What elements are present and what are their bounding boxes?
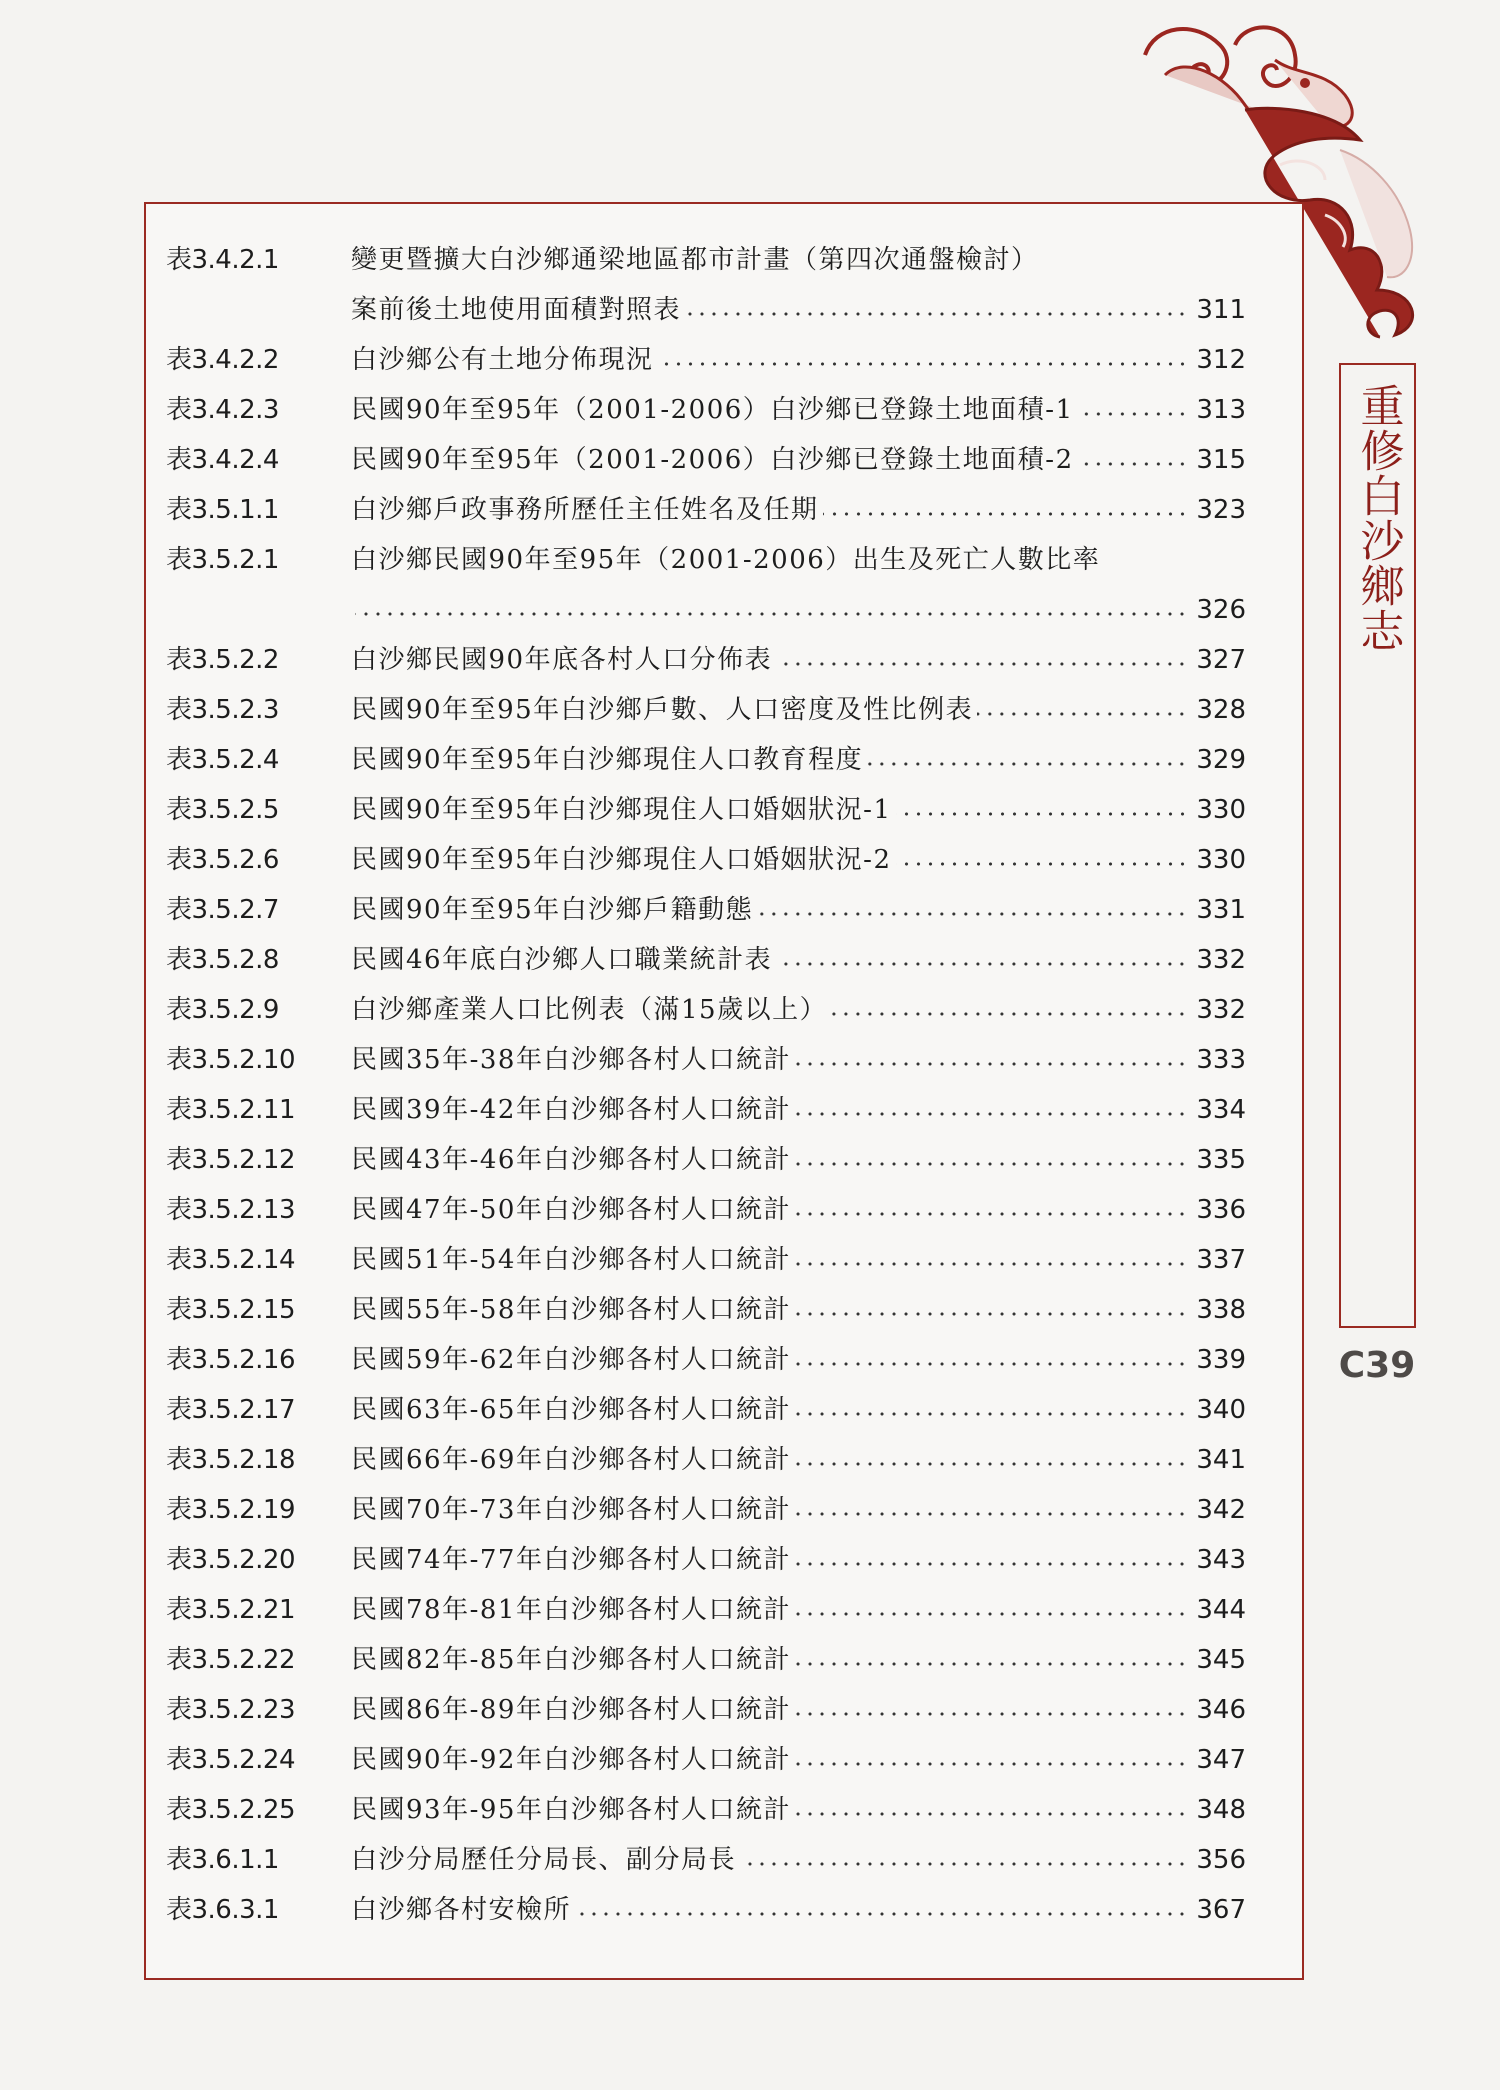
toc-entry[interactable] xyxy=(166,942,1246,979)
toc-entry-line xyxy=(351,992,1246,1029)
toc-entry-id: 表3.5.2.13 xyxy=(166,1195,296,1225)
toc-entry-title: 白沙鄉民國90年底各村人口分佈表 xyxy=(351,645,773,675)
toc-entry-id: 表3.4.2.2 xyxy=(166,345,279,375)
toc-entry-id: 表3.5.2.7 xyxy=(166,895,279,925)
toc-entry-id: 表3.4.2.1 xyxy=(166,245,279,275)
dot-leader xyxy=(795,1460,1188,1468)
toc-entry-page: 328 xyxy=(1196,695,1246,725)
toc-entry[interactable] xyxy=(166,1292,1246,1329)
toc-entry-id: 表3.5.2.23 xyxy=(166,1695,296,1725)
dot-leader xyxy=(795,1710,1188,1718)
toc-entry-body xyxy=(351,1342,1246,1379)
toc-entry[interactable] xyxy=(166,1542,1246,1579)
toc-entry-body xyxy=(351,442,1246,479)
toc-entry-line xyxy=(351,392,1246,429)
toc-entry[interactable] xyxy=(166,1092,1246,1129)
toc-entry-title: 民國86年-89年白沙鄉各村人口統計 xyxy=(351,1695,791,1725)
book-title: 重修白沙鄉志 xyxy=(1352,383,1404,653)
toc-entry[interactable] xyxy=(166,1042,1246,1079)
toc-entry-line xyxy=(351,1242,1246,1279)
toc-entry-body xyxy=(351,1292,1246,1329)
dot-leader xyxy=(795,1560,1188,1568)
toc-entry-id: 表3.5.2.4 xyxy=(166,745,279,775)
toc-entry-page: 332 xyxy=(1196,995,1246,1025)
dot-leader xyxy=(795,1160,1188,1168)
toc-entry[interactable] xyxy=(166,1742,1246,1779)
toc-entry-page: 335 xyxy=(1196,1145,1246,1175)
dot-leader xyxy=(795,1760,1188,1768)
toc-entry[interactable] xyxy=(166,892,1246,929)
toc-entry[interactable] xyxy=(166,342,1246,379)
toc-entry-line xyxy=(351,1692,1246,1729)
toc-entry-body xyxy=(351,1542,1246,1579)
toc-entry[interactable] xyxy=(166,1142,1246,1179)
toc-entry-body xyxy=(351,1042,1246,1079)
toc-entry-id: 表3.5.2.15 xyxy=(166,1295,296,1325)
toc-entry-line xyxy=(351,1892,1246,1929)
toc-entry-title: 白沙鄉各村安檢所 xyxy=(351,1895,572,1925)
toc-entry[interactable] xyxy=(166,1592,1246,1629)
dot-leader xyxy=(776,960,1188,968)
dot-leader xyxy=(757,910,1188,918)
toc-entry-body xyxy=(351,1592,1246,1629)
toc-entry-title: 民國43年-46年白沙鄉各村人口統計 xyxy=(351,1145,791,1175)
toc-entry[interactable] xyxy=(166,1792,1246,1829)
toc-entry-title: 民國78年-81年白沙鄉各村人口統計 xyxy=(351,1595,791,1625)
dot-leader xyxy=(1078,460,1188,468)
toc-entry[interactable] xyxy=(166,692,1246,729)
dot-leader xyxy=(795,1610,1188,1618)
toc-entry-page: 345 xyxy=(1196,1645,1246,1675)
toc-entry-title: 民國93年-95年白沙鄉各村人口統計 xyxy=(351,1795,791,1825)
toc-entry-title: 民國55年-58年白沙鄉各村人口統計 xyxy=(351,1295,791,1325)
toc-entry-body xyxy=(351,992,1246,1029)
toc-entry-page: 338 xyxy=(1196,1295,1246,1325)
toc-entry-id: 表3.6.3.1 xyxy=(166,1895,279,1925)
toc-entry-page: 337 xyxy=(1196,1245,1246,1275)
toc-entry-id: 表3.5.1.1 xyxy=(166,495,279,525)
toc-entry[interactable] xyxy=(166,1492,1246,1529)
toc-entry-line xyxy=(351,592,1246,629)
toc-entry-id: 表3.5.2.6 xyxy=(166,845,279,875)
toc-entry-title: 白沙鄉產業人口比例表（滿15歲以上） xyxy=(351,995,828,1025)
toc-entry-line xyxy=(351,1092,1246,1129)
toc-entry-line xyxy=(351,642,1246,679)
toc-entry-page: 336 xyxy=(1196,1195,1246,1225)
toc-entry[interactable] xyxy=(166,1642,1246,1679)
toc-entry-body xyxy=(351,1142,1246,1179)
toc-entry-line xyxy=(351,1442,1246,1479)
toc-entry-id: 表3.5.2.14 xyxy=(166,1245,296,1275)
toc-entry-page: 332 xyxy=(1196,945,1246,975)
toc-entry-body xyxy=(351,1742,1246,1779)
toc-entry-body xyxy=(351,642,1246,679)
toc-entry-title: 變更暨擴大白沙鄉通梁地區都市計畫（第四次通盤檢討） xyxy=(351,245,1039,275)
toc-entry-title: 民國82年-85年白沙鄉各村人口統計 xyxy=(351,1645,791,1675)
toc-entry-id: 表3.5.2.1 xyxy=(166,545,279,575)
toc-entry[interactable] xyxy=(166,1242,1246,1279)
toc-entry-title: 民國51年-54年白沙鄉各村人口統計 xyxy=(351,1245,791,1275)
toc-entry-page: 343 xyxy=(1196,1545,1246,1575)
toc-entry-page: 356 xyxy=(1196,1845,1246,1875)
toc-entry-page: 327 xyxy=(1196,645,1246,675)
toc-entry[interactable] xyxy=(166,1192,1246,1229)
toc-entry-page: 326 xyxy=(1196,595,1246,625)
dot-leader xyxy=(795,1810,1188,1818)
side-title-box xyxy=(1339,363,1416,1328)
toc-entry-title: 白沙分局歷任分局長、副分局長 xyxy=(351,1845,737,1875)
toc-entry[interactable] xyxy=(166,792,1246,829)
dot-leader xyxy=(795,1410,1188,1418)
toc-entry-body xyxy=(351,1492,1246,1529)
toc-entry-line xyxy=(351,792,1246,829)
toc-entry-page: 333 xyxy=(1196,1045,1246,1075)
toc-entry-page: 330 xyxy=(1196,795,1246,825)
toc-entry[interactable] xyxy=(166,492,1246,529)
dot-leader xyxy=(658,360,1188,368)
toc-frame xyxy=(144,202,1304,1980)
toc-entry-body xyxy=(351,792,1246,829)
dot-leader xyxy=(740,1860,1188,1868)
toc-entry-page: 330 xyxy=(1196,845,1246,875)
toc-entry-id: 表3.5.2.3 xyxy=(166,695,279,725)
toc-entry-page: 329 xyxy=(1196,745,1246,775)
toc-entry-title: 民國90年至95年白沙鄉戶籍動態 xyxy=(351,895,754,925)
toc-entry[interactable] xyxy=(166,442,1246,479)
dot-leader xyxy=(1078,410,1188,418)
toc-entry-line xyxy=(351,1792,1246,1829)
toc-entry-page: 323 xyxy=(1196,495,1246,525)
page-number: C39 xyxy=(1338,1345,1416,1386)
toc-entry-title: 民國90年至95年（2001-2006）白沙鄉已登錄土地面積-2 xyxy=(351,445,1074,475)
toc-entry-page: 341 xyxy=(1196,1445,1246,1475)
toc-entry-title: 白沙鄉民國90年至95年（2001-2006）出生及死亡人數比率 xyxy=(351,545,1101,575)
toc-entry-id: 表3.5.2.2 xyxy=(166,645,279,675)
toc-entry-page: 346 xyxy=(1196,1695,1246,1725)
toc-entry[interactable] xyxy=(166,1692,1246,1729)
toc-entry-body xyxy=(351,1692,1246,1729)
toc-entry-body xyxy=(351,1442,1246,1479)
toc-entry-title: 民國90年-92年白沙鄉各村人口統計 xyxy=(351,1745,791,1775)
toc-entry-id: 表3.5.2.9 xyxy=(166,995,279,1025)
toc-entry-id: 表3.4.2.3 xyxy=(166,395,279,425)
toc-entry-line xyxy=(351,492,1246,529)
toc-entry-id: 表3.5.2.10 xyxy=(166,1045,296,1075)
toc-entry-title: 民國90年至95年白沙鄉現住人口教育程度 xyxy=(351,745,864,775)
toc-entry-title: 民國46年底白沙鄉人口職業統計表 xyxy=(351,945,773,975)
toc-entry-title: 白沙鄉戶政事務所歷任主任姓名及任期 xyxy=(351,495,819,525)
dot-leader xyxy=(795,1660,1188,1668)
toc-entry[interactable] xyxy=(166,392,1246,429)
dot-leader xyxy=(795,1260,1188,1268)
toc-entry-line xyxy=(351,842,1246,879)
toc-entry-body xyxy=(351,892,1246,929)
toc-entry-line xyxy=(351,1592,1246,1629)
toc-entry[interactable] xyxy=(166,1442,1246,1479)
toc-entry-id: 表3.5.2.8 xyxy=(166,945,279,975)
toc-entry-title: 民國74年-77年白沙鄉各村人口統計 xyxy=(351,1545,791,1575)
toc-entry-line xyxy=(351,692,1246,729)
dot-leader xyxy=(776,660,1188,668)
dot-leader xyxy=(795,1210,1188,1218)
toc-list xyxy=(166,242,1246,1942)
toc-entry-line xyxy=(351,242,1246,279)
toc-entry-line xyxy=(351,1492,1246,1529)
toc-entry-id: 表3.5.2.19 xyxy=(166,1495,296,1525)
toc-entry-line xyxy=(351,1292,1246,1329)
toc-entry-line xyxy=(351,1842,1246,1879)
toc-entry-page: 342 xyxy=(1196,1495,1246,1525)
toc-entry[interactable] xyxy=(166,1842,1246,1879)
toc-entry-page: 348 xyxy=(1196,1795,1246,1825)
toc-entry-id: 表3.5.2.16 xyxy=(166,1345,296,1375)
toc-entry[interactable] xyxy=(166,1892,1246,1929)
toc-entry-id: 表3.5.2.25 xyxy=(166,1795,296,1825)
toc-entry-body xyxy=(351,1092,1246,1129)
toc-entry-title: 民國90年至95年白沙鄉現住人口婚姻狀況-2 xyxy=(351,845,892,875)
toc-entry[interactable] xyxy=(166,542,1246,629)
toc-entry-body xyxy=(351,392,1246,429)
dot-leader xyxy=(685,310,1188,318)
toc-entry-line xyxy=(351,292,1246,329)
dot-leader xyxy=(977,710,1188,718)
toc-entry-body xyxy=(351,1642,1246,1679)
toc-entry-title: 民國63年-65年白沙鄉各村人口統計 xyxy=(351,1395,791,1425)
toc-entry-body xyxy=(351,1192,1246,1229)
toc-entry-title: 案前後土地使用面積對照表 xyxy=(351,295,682,325)
dot-leader xyxy=(867,760,1188,768)
toc-entry-id: 表3.5.2.5 xyxy=(166,795,279,825)
dot-leader xyxy=(831,1010,1188,1018)
toc-entry-line xyxy=(351,1392,1246,1429)
toc-entry-body xyxy=(351,1892,1246,1929)
toc-entry[interactable] xyxy=(166,642,1246,679)
dot-leader xyxy=(795,1510,1188,1518)
toc-entry-body xyxy=(351,542,1246,629)
toc-entry-id: 表3.5.2.20 xyxy=(166,1545,296,1575)
toc-entry-id: 表3.5.2.21 xyxy=(166,1595,296,1625)
toc-entry-title: 民國90年至95年（2001-2006）白沙鄉已登錄土地面積-1 xyxy=(351,395,1074,425)
toc-entry-page: 339 xyxy=(1196,1345,1246,1375)
toc-entry-page: 344 xyxy=(1196,1595,1246,1625)
dot-leader xyxy=(575,1910,1188,1918)
dot-leader xyxy=(896,810,1189,818)
toc-entry[interactable] xyxy=(166,1342,1246,1379)
toc-entry-page: 367 xyxy=(1196,1895,1246,1925)
dot-leader xyxy=(355,610,1188,618)
toc-entry-line xyxy=(351,1542,1246,1579)
toc-entry-body xyxy=(351,942,1246,979)
toc-entry-id: 表3.5.2.22 xyxy=(166,1645,296,1675)
toc-entry-body xyxy=(351,342,1246,379)
toc-entry-line xyxy=(351,1142,1246,1179)
toc-entry[interactable] xyxy=(166,742,1246,779)
toc-entry[interactable] xyxy=(166,842,1246,879)
toc-entry-title: 民國66年-69年白沙鄉各村人口統計 xyxy=(351,1445,791,1475)
toc-entry-page: 311 xyxy=(1196,295,1246,325)
dot-leader xyxy=(896,860,1189,868)
toc-entry-line xyxy=(351,742,1246,779)
toc-entry-page: 334 xyxy=(1196,1095,1246,1125)
toc-entry-id: 表3.5.2.18 xyxy=(166,1445,296,1475)
dot-leader xyxy=(795,1060,1188,1068)
toc-entry-id: 表3.5.2.12 xyxy=(166,1145,296,1175)
toc-entry-line xyxy=(351,1042,1246,1079)
toc-entry-line xyxy=(351,442,1246,479)
toc-entry-line xyxy=(351,342,1246,379)
toc-entry-body xyxy=(351,692,1246,729)
toc-entry-line xyxy=(351,1642,1246,1679)
toc-entry-body xyxy=(351,742,1246,779)
toc-entry-title: 民國90年至95年白沙鄉現住人口婚姻狀況-1 xyxy=(351,795,892,825)
toc-entry[interactable] xyxy=(166,992,1246,1029)
toc-entry[interactable] xyxy=(166,242,1246,329)
toc-entry-body xyxy=(351,1792,1246,1829)
toc-entry-line xyxy=(351,892,1246,929)
toc-entry-id: 表3.5.2.17 xyxy=(166,1395,296,1425)
dot-leader xyxy=(823,510,1188,518)
toc-entry-line xyxy=(351,942,1246,979)
toc-entry-body xyxy=(351,242,1246,329)
toc-entry-body xyxy=(351,842,1246,879)
toc-entry-page: 315 xyxy=(1196,445,1246,475)
toc-entry-line xyxy=(351,1342,1246,1379)
toc-entry-line xyxy=(351,1192,1246,1229)
toc-entry-id: 表3.6.1.1 xyxy=(166,1845,279,1875)
toc-entry-line xyxy=(351,1742,1246,1779)
toc-entry-body xyxy=(351,1842,1246,1879)
toc-entry-body xyxy=(351,1242,1246,1279)
toc-entry-id: 表3.4.2.4 xyxy=(166,445,279,475)
toc-entry-page: 347 xyxy=(1196,1745,1246,1775)
toc-entry-title: 民國59年-62年白沙鄉各村人口統計 xyxy=(351,1345,791,1375)
toc-entry-title: 民國70年-73年白沙鄉各村人口統計 xyxy=(351,1495,791,1525)
toc-entry-line xyxy=(351,542,1246,579)
toc-entry-body xyxy=(351,492,1246,529)
toc-entry-page: 340 xyxy=(1196,1395,1246,1425)
toc-entry-title: 民國47年-50年白沙鄉各村人口統計 xyxy=(351,1195,791,1225)
dot-leader xyxy=(795,1110,1188,1118)
toc-entry-title: 民國39年-42年白沙鄉各村人口統計 xyxy=(351,1095,791,1125)
toc-entry-title: 民國90年至95年白沙鄉戶數、人口密度及性比例表 xyxy=(351,695,974,725)
toc-entry-id: 表3.5.2.11 xyxy=(166,1095,296,1125)
toc-entry-page: 312 xyxy=(1196,345,1246,375)
toc-entry[interactable] xyxy=(166,1392,1246,1429)
toc-entry-body xyxy=(351,1392,1246,1429)
dot-leader xyxy=(795,1310,1188,1318)
toc-entry-page: 313 xyxy=(1196,395,1246,425)
toc-entry-title: 白沙鄉公有土地分佈現況 xyxy=(351,345,654,375)
toc-entry-id: 表3.5.2.24 xyxy=(166,1745,296,1775)
toc-entry-title: 民國35年-38年白沙鄉各村人口統計 xyxy=(351,1045,791,1075)
dot-leader xyxy=(795,1360,1188,1368)
toc-entry-page: 331 xyxy=(1196,895,1246,925)
